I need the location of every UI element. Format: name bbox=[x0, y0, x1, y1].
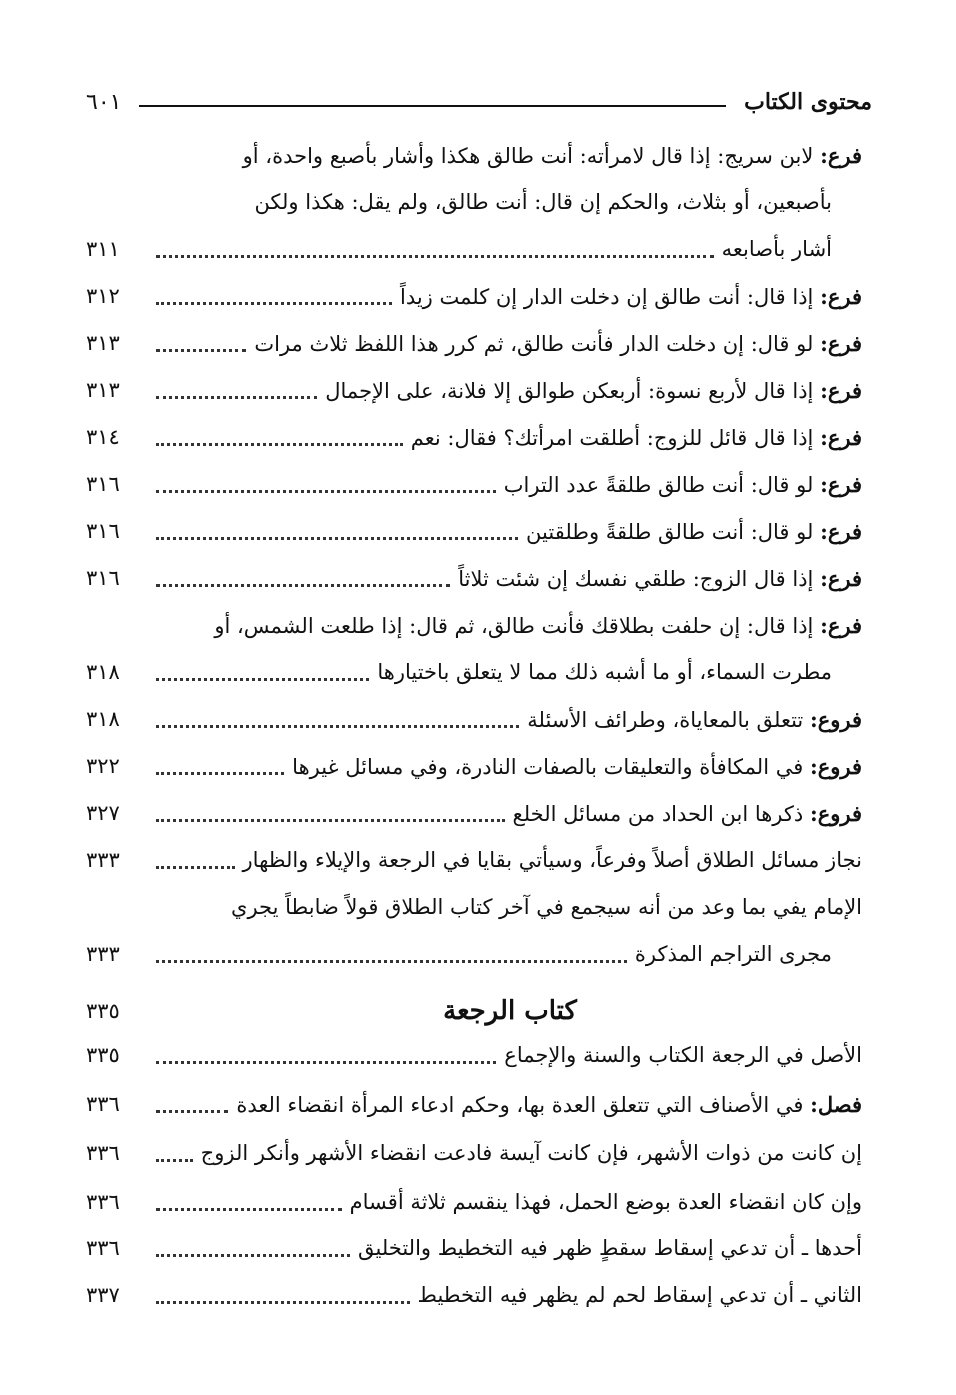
entry-page-number: ٣١٨ bbox=[86, 707, 120, 731]
entry-page-number: ٣٣٦ bbox=[86, 1141, 120, 1165]
entry-page-number: ٣١٣ bbox=[86, 331, 120, 355]
entry-text: لو قال: إن دخلت الدار فأنت طالق، ثم كرر هذا اللفظ ثلاث مرات bbox=[254, 331, 814, 356]
entry-label: فرع: bbox=[820, 471, 862, 497]
entry-label: فرع: bbox=[820, 518, 862, 544]
entry-page-number: ٣١٨ bbox=[86, 660, 120, 684]
dot-leader bbox=[156, 255, 714, 258]
entry-text: الثاني ـ أن تدعي إسقاط لحم لم يظهر فيه التخطيط bbox=[417, 1283, 862, 1307]
entry-text: في المكافأة والتعليقات بالصفات النادرة، وفي مسائل غيرها bbox=[292, 754, 804, 779]
dot-leader bbox=[156, 1061, 496, 1064]
entry-text: وإن كان انقضاء العدة بوضع الحمل، فهذا ينقسم ثلاثة أقسام bbox=[349, 1190, 862, 1214]
dot-leader bbox=[156, 819, 505, 822]
dot-leader bbox=[156, 725, 519, 728]
entry-text: بأصبعين، أو بثلاث، والحكم إن قال: أنت طالق، ولم يقل: هكذا ولكن bbox=[254, 190, 832, 214]
dot-leader bbox=[156, 302, 392, 305]
entry-text: مطرت السماء، أو ما أشبه ذلك مما لا يتعلق باختيارها bbox=[377, 660, 832, 684]
toc-entry bbox=[86, 1225, 862, 1272]
toc-entry bbox=[86, 414, 862, 461]
entry-page-number: ٣٣٧ bbox=[86, 1283, 120, 1307]
entry-text: في الأصناف التي تتعلق العدة بها، وحكم ادعاء المرأة انقضاء العدة bbox=[236, 1092, 804, 1117]
entry-text: إذا قال قائل للزوج: أطلقت امرأتك؟ فقال: نعم bbox=[410, 425, 814, 450]
entry-label: فروع: bbox=[809, 706, 862, 732]
entry-page-number: ٣٣٣ bbox=[86, 848, 120, 872]
running-header bbox=[86, 82, 872, 122]
entry-text: إذا قال: أنت طالق إن دخلت الدار إن كلمت زيداً bbox=[399, 284, 814, 309]
toc-entry bbox=[86, 1130, 862, 1177]
dot-leader bbox=[156, 396, 317, 399]
dot-leader bbox=[156, 1208, 342, 1211]
toc-entry bbox=[86, 555, 862, 602]
entry-text: لو قال: أنت طالق طلقةً وطلقتين bbox=[526, 519, 814, 544]
toc-entry bbox=[86, 508, 862, 555]
header-title: محتوى الكتاب bbox=[744, 89, 872, 115]
entry-label: فروع: bbox=[809, 800, 862, 826]
toc-entry bbox=[86, 743, 862, 790]
dot-leader bbox=[156, 443, 403, 446]
toc-entry bbox=[86, 367, 862, 414]
entry-page-number: ٣١٣ bbox=[86, 378, 120, 402]
entry-page-number: ٣١٢ bbox=[86, 284, 120, 308]
entry-text: إذا قال لأربع نسوة: أربعكن طوالق إلا فلانة، على الإجمال bbox=[325, 378, 814, 403]
entry-page-number: ٣٢٢ bbox=[86, 754, 120, 778]
dot-leader bbox=[156, 1301, 410, 1304]
entry-page-number: ٣١١ bbox=[86, 237, 120, 261]
toc-entry bbox=[86, 320, 862, 367]
toc-entry bbox=[86, 1032, 862, 1079]
entry-label: فرع: bbox=[820, 565, 862, 591]
entry-label: فروع: bbox=[809, 753, 862, 779]
entry-page-number: ٣٣٦ bbox=[86, 1092, 120, 1116]
entry-text: أحدها ـ أن تدعي إسقاط سقطٍ ظهر فيه التخطيط والتخليق bbox=[357, 1236, 862, 1260]
dot-leader bbox=[156, 678, 369, 681]
dot-leader bbox=[156, 1159, 193, 1162]
entry-label: فرع: bbox=[820, 283, 862, 309]
dot-leader bbox=[156, 772, 284, 775]
entry-text: لابن سريج: إذا قال لامرأته: أنت طالق هكذا وأشار بأصبع واحدة، أو bbox=[242, 143, 814, 168]
dot-leader bbox=[156, 349, 246, 352]
entry-page-number: ٣٢٧ bbox=[86, 801, 120, 825]
section-title: كتاب الرجعة bbox=[443, 996, 577, 1026]
dot-leader bbox=[156, 490, 496, 493]
toc-entry bbox=[86, 837, 862, 884]
entry-page-number: ٣٣٦ bbox=[86, 1236, 120, 1260]
entry-page-number: ٣٣٦ bbox=[86, 1190, 120, 1214]
section-page-number: ٣٣٥ bbox=[86, 999, 120, 1023]
toc-entry bbox=[86, 884, 862, 978]
entry-label: فرع: bbox=[820, 377, 862, 403]
entry-text: تتعلق بالمعاياة، وطرائف الأسئلة bbox=[527, 707, 804, 732]
entry-page-number: ٣٣٥ bbox=[86, 1043, 120, 1067]
toc-entry bbox=[86, 273, 862, 320]
dot-leader bbox=[156, 584, 450, 587]
toc-entry bbox=[86, 602, 862, 696]
entry-text: إذا قال: إن حلفت بطلاقك فأنت طالق، ثم قال: إذا طلعت الشمس، أو bbox=[214, 613, 814, 638]
page-number: ٦٠١ bbox=[86, 89, 122, 115]
entry-text: مجرى التراجم المذكرة bbox=[634, 942, 832, 966]
entry-text: لو قال: أنت طالق طلقةً عدد التراب bbox=[503, 472, 814, 497]
dot-leader bbox=[156, 960, 627, 963]
dot-leader bbox=[156, 1110, 228, 1113]
entry-label: فرع: bbox=[820, 612, 862, 638]
entry-text: الأصل في الرجعة الكتاب والسنة والإجماع bbox=[504, 1043, 862, 1067]
entry-text: إذا قال الزوج: طلقي نفسك إن شئت ثلاثاً bbox=[458, 566, 814, 591]
entry-label: فرع: bbox=[820, 330, 862, 356]
dot-leader bbox=[156, 1254, 350, 1257]
entry-text: أشار بأصابعه bbox=[721, 237, 832, 261]
entry-page-number: ٣١٦ bbox=[86, 566, 120, 590]
dot-leader bbox=[156, 537, 518, 540]
toc-entry bbox=[86, 132, 862, 273]
toc-entry bbox=[86, 1179, 862, 1226]
entry-label: فصل: bbox=[810, 1091, 862, 1117]
toc-entry bbox=[86, 790, 862, 837]
section-heading bbox=[86, 986, 862, 1036]
toc-entry bbox=[86, 1081, 862, 1128]
entry-label: فرع: bbox=[820, 424, 862, 450]
entry-page-number: ٣١٦ bbox=[86, 472, 120, 496]
entry-page-number: ٣١٤ bbox=[86, 425, 120, 449]
toc-entry bbox=[86, 696, 862, 743]
entry-text: ذكرها ابن الحداد من مسائل الخلع bbox=[512, 801, 804, 826]
toc-entry bbox=[86, 461, 862, 508]
entry-label: فرع: bbox=[820, 142, 862, 168]
dot-leader bbox=[156, 866, 235, 869]
entry-text: إن كانت من ذوات الأشهر، فإن كانت آيسة فادعت انقضاء الأشهر وأنكر الزوج bbox=[200, 1141, 862, 1165]
entry-page-number: ٣١٦ bbox=[86, 519, 120, 543]
toc-entry bbox=[86, 1272, 862, 1319]
entry-text: الإمام يفي بما وعد من أنه سيجمع في آخر كتاب الطلاق قولاً ضابطاً يجري bbox=[231, 895, 862, 919]
entry-page-number: ٣٣٣ bbox=[86, 942, 120, 966]
entry-text: نجاز مسائل الطلاق أصلاً وفرعاً، وسيأتي بقايا في الرجعة والإيلاء والظهار bbox=[242, 848, 862, 872]
header-rule bbox=[139, 105, 726, 107]
